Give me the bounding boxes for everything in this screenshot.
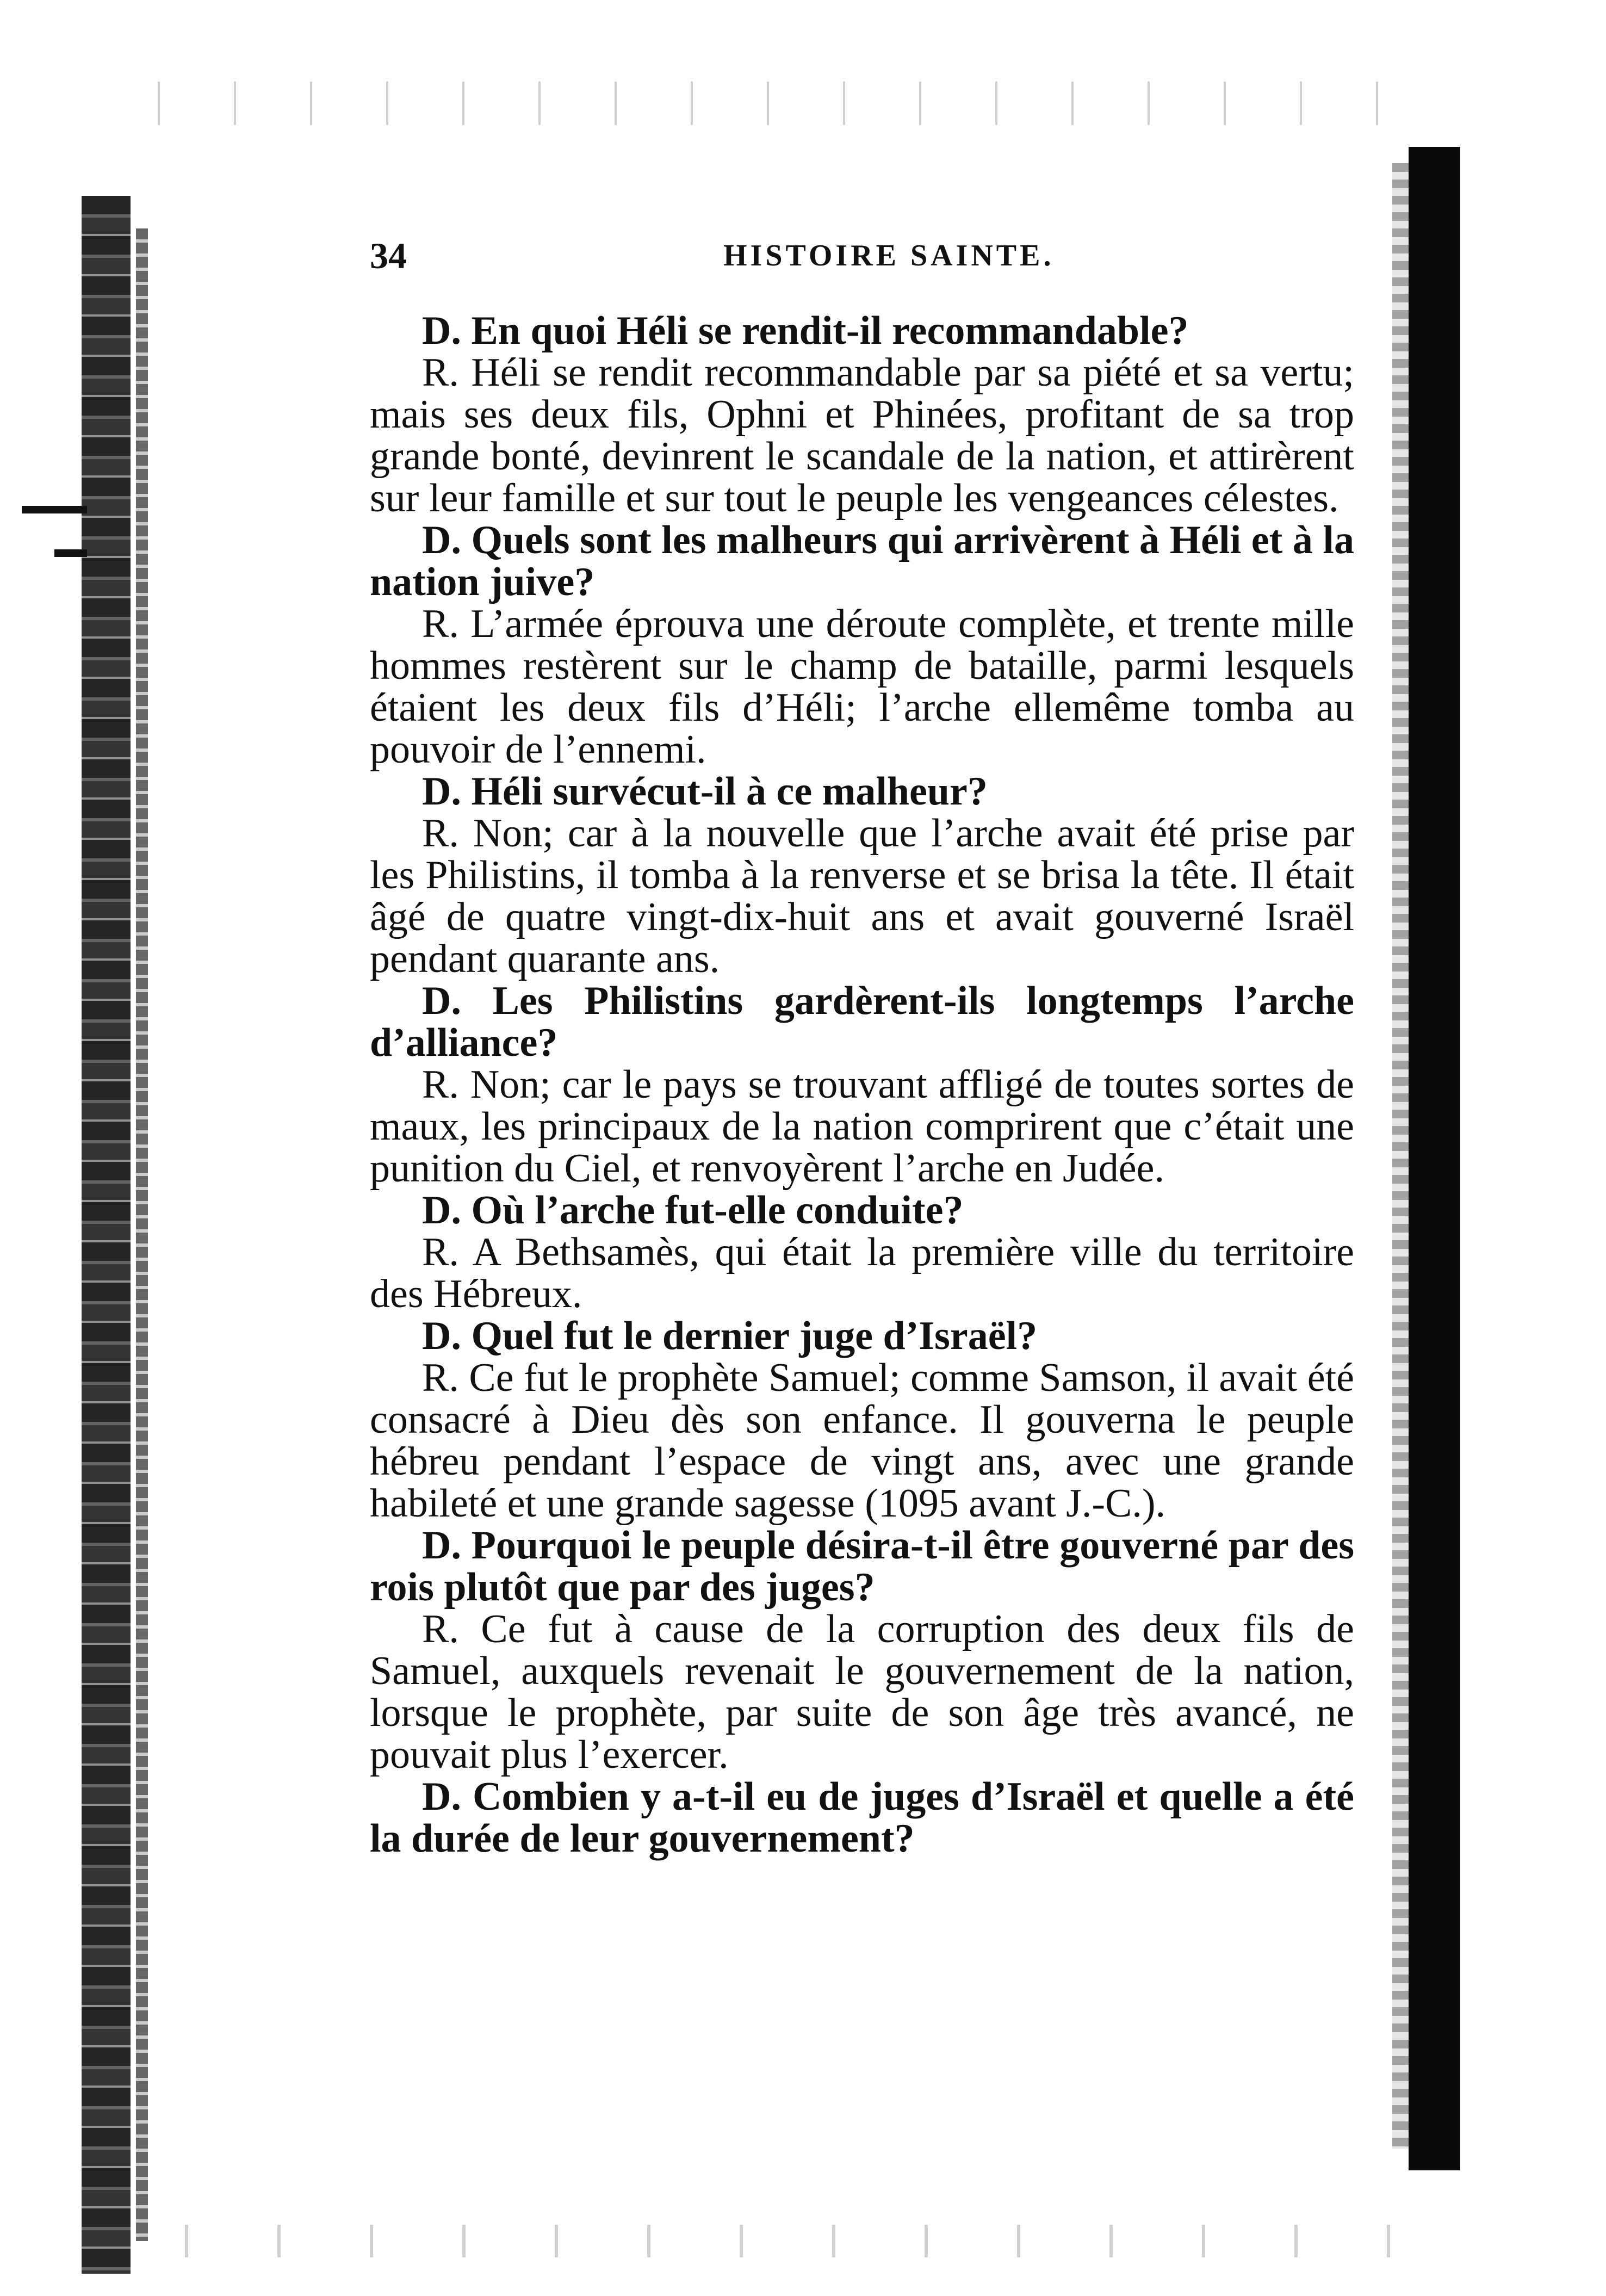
question-paragraph: D. Héli survécut-il à ce malheur? [422,769,988,814]
question-paragraph: D. En quoi Héli se rendit-il recommandable? [422,308,1189,353]
scan-mark [22,506,87,513]
question-paragraph: D. Où l’arche fut-elle conduite? [422,1188,964,1233]
question-paragraph: D. Quel fut le dernier juge d’Israël? [422,1314,1038,1358]
running-head: HISTOIRE SAINTE. [723,239,1055,273]
scan-binding-shadow-left [82,196,131,2274]
scan-noise-top [125,82,1430,125]
answer-paragraph: R. Ce fut le prophète Samuel; comme Samson, il avait été consacré à Dieu dès son enfance. Il gouverna le peuple hébreu pendant l’espace de vingt ans, avec une grande habileté et une grande sagesse (1095 avant J.-C.). [370,1356,1354,1526]
answer-paragraph: R. A Bethsamès, qui était la première ville du territoire des Hébreux. [370,1230,1354,1316]
question-paragraph: D. Pourquoi le peuple désira-t-il être gouverné par des rois plutôt que par des juges? [370,1523,1354,1610]
page-body [370,310,1354,1860]
answer-paragraph: R. Non; car à la nouvelle que l’arche avait été prise par les Philistins, il tomba à la renverse et se brisa la tête. Il était âgé de quatre vingt-dix-huit ans et avait gouverné Israël pendant quarante ans. [370,811,1354,981]
page-header [370,228,1349,283]
scan-page-edge-right [1392,163,1409,2149]
page-number: 34 [370,235,407,276]
scan-mark [54,549,87,557]
scan-binding-edge-left [136,228,148,2241]
question-paragraph: D. Les Philistins gardèrent-ils longtemps l’arche d’alliance? [370,979,1354,1065]
answer-paragraph: R. Non; car le pays se trouvant affligé de toutes sortes de maux, les principaux de la nation comprirent que c’était une punition du Ciel, et renvoyèrent l’arche en Judée. [370,1062,1354,1191]
answer-paragraph: R. Ce fut à cause de la corruption des deux fils de Samuel, auxquels revenait le gouvernement de la nation, lorsque le prophète, par suite de son âge très avancé, ne pouvait plus l’exercer. [370,1607,1354,1777]
answer-paragraph: R. Héli se rendit recommandable par sa piété et sa vertu; mais ses deux fils, Ophni et Phinées, profitant de sa trop grande bonté, devinrent le scandale de la nation, et attirèrent sur leur famille et sur tout le peuple les vengeances célestes. [370,350,1354,521]
question-paragraph: D. Combien y a-t-il eu de juges d’Israël et quelle a été la durée de leur gouvernement? [370,1774,1354,1861]
scan-noise-bottom [141,2225,1447,2257]
answer-paragraph: R. L’armée éprouva une déroute complète, et trente mille hommes restèrent sur le champ de bataille, parmi lesquels étaient les deux fils d’Héli; l’arche ellemême tomba au pouvoir de l’ennemi. [370,602,1354,772]
question-paragraph: D. Quels sont les malheurs qui arrivèrent à Héli et à la nation juive? [370,518,1354,604]
scan-shadow-right [1409,147,1460,2170]
